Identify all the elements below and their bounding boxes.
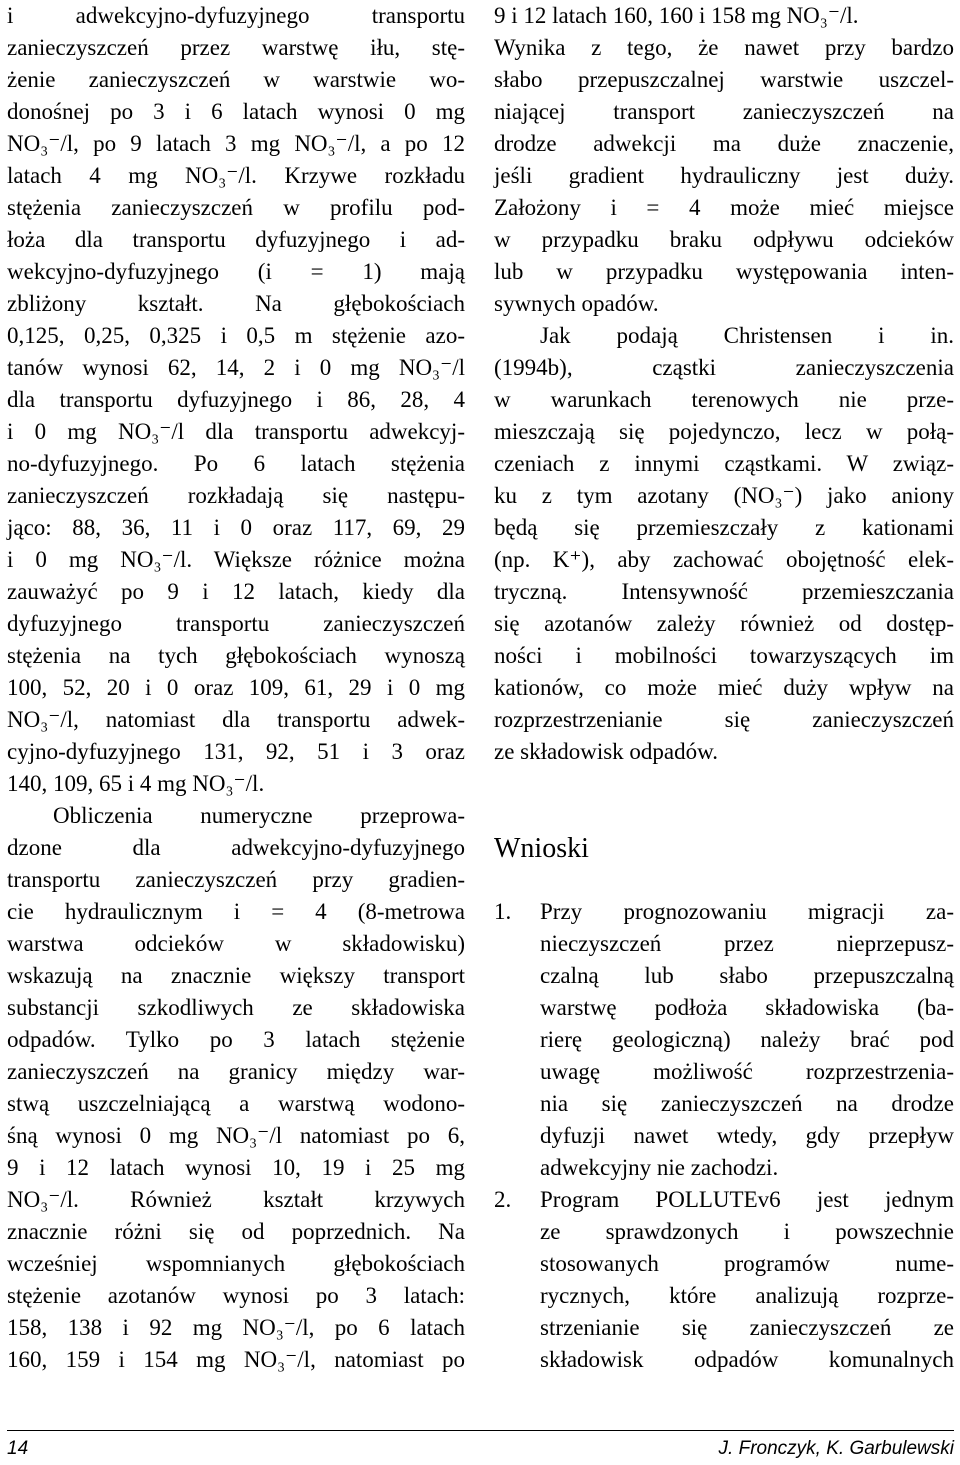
line-text: 9 i 12 latach wynosi 10, 19 i 25 mg [7, 1155, 465, 1180]
text-line [7, 256, 465, 288]
text-line [7, 1216, 465, 1248]
text-line [7, 288, 465, 320]
line-text: 100, 52, 20 i 0 oraz 109, 61, 29 i 0 mg [7, 675, 465, 700]
line-text: NO₃⁻/l, natomiast dla transportu adwek- [7, 707, 465, 732]
line-text: zanieczyszczeń na granicy między war- [7, 1059, 465, 1084]
text-line [494, 224, 954, 256]
text-line [494, 992, 954, 1024]
text-line [7, 608, 465, 640]
line-text: niającej transport zanieczyszczeń na [494, 99, 954, 124]
text-line [7, 1024, 465, 1056]
text-line [7, 640, 465, 672]
text-line [7, 928, 465, 960]
line-text: dzone dla adwekcyjno-dyfuzyjnego [7, 835, 465, 860]
text-line [7, 192, 465, 224]
text-line [494, 1280, 954, 1312]
line-text: czalną lub słabo przepuszczalną [540, 963, 954, 988]
line-text: zanieczyszczeń rozkładają się następu- [7, 483, 465, 508]
line-text: lub w przypadku występowania inten- [494, 259, 954, 284]
text-line [494, 384, 954, 416]
text-line [494, 1216, 954, 1248]
line-text: Jak podają Christensen i in. [540, 323, 954, 348]
line-text: tryczną. Intensywność przemieszczania [494, 579, 954, 604]
text-line [7, 320, 465, 352]
line-text: warstwa odcieków w składowisku) [7, 931, 465, 956]
line-text: uwagę możliwość rozprzestrzenia- [540, 1059, 954, 1084]
text-line [7, 160, 465, 192]
text-line [494, 1120, 954, 1152]
text-line [7, 352, 465, 384]
line-text: warstwę podłoża składowiska (ba- [540, 995, 954, 1020]
text-line [494, 160, 954, 192]
line-text: łoża dla transportu dyfuzyjnego i ad- [7, 227, 465, 252]
line-text: wskazują na znacznie większy transport [7, 963, 465, 988]
text-line [7, 96, 465, 128]
line-text: znacznie różni się od poprzednich. Na [7, 1219, 465, 1244]
page-number: 14 [7, 1438, 29, 1459]
text-line [7, 800, 465, 832]
line-text: czeniach z innymi cząstkami. W związ- [494, 451, 954, 476]
text-line [7, 544, 465, 576]
section-heading: Wnioski [494, 833, 589, 864]
line-text: substancji szkodliwych ze składowiska [7, 995, 465, 1020]
text-line [7, 1056, 465, 1088]
line-text: śną wynosi 0 mg NO₃⁻/l natomiast po 6, [7, 1123, 465, 1148]
line-text: i 0 mg NO₃⁻/l. Większe różnice można [7, 547, 465, 572]
line-text: cie hydraulicznym i = 4 (8-metrowa [7, 899, 465, 924]
line-text: w warunkach terenowych nie prze- [494, 387, 954, 412]
line-text: jąco: 88, 36, 11 i 0 oraz 117, 69, 29 [7, 515, 465, 540]
text-line [494, 1088, 954, 1120]
line-text: sywnych opadów. [494, 291, 659, 316]
text-line [494, 416, 954, 448]
text-line [7, 224, 465, 256]
text-line [7, 896, 465, 928]
text-line [7, 64, 465, 96]
line-text: 9 i 12 latach 160, 160 i 158 mg NO₃⁻/l. [494, 3, 859, 28]
text-line [494, 480, 954, 512]
text-line [7, 864, 465, 896]
line-text: ku z tym azotany (NO₃⁻) jako aniony [494, 483, 954, 508]
text-line [7, 1120, 465, 1152]
text-line [494, 1248, 954, 1280]
conclusions-list [494, 896, 954, 1376]
line-text: zanieczyszczeń przez warstwę iłu, stę- [7, 35, 465, 60]
line-text: dla transportu dyfuzyjnego i 86, 28, 4 [7, 387, 465, 412]
line-text: ze składowisk odpadów. [494, 739, 718, 764]
line-text: Obliczenia numeryczne przeprowa- [53, 803, 465, 828]
line-text: dyfuzji nawet wtedy, gdy przepływ [540, 1123, 954, 1148]
footer-rule [7, 1430, 954, 1431]
text-line [7, 448, 465, 480]
line-text: no-dyfuzyjnego. Po 6 latach stężenia [7, 451, 465, 476]
line-text: tanów wynosi 62, 14, 2 i 0 mg NO₃⁻/l [7, 355, 465, 380]
text-line [7, 1184, 465, 1216]
line-text: latach 4 mg NO₃⁻/l. Krzywe rozkładu [7, 163, 465, 188]
text-line [494, 1056, 954, 1088]
line-text: wcześniej wspomnianych głębokościach [7, 1251, 465, 1276]
text-line [7, 576, 465, 608]
text-line [7, 1280, 465, 1312]
line-text: Wynika z tego, że nawet przy bardzo [494, 35, 954, 60]
line-text: 0,125, 0,25, 0,325 i 0,5 m stężenie azo- [7, 323, 465, 348]
text-line [7, 512, 465, 544]
line-text: jeśli gradient hydrauliczny jest duży. [494, 163, 954, 188]
text-line [494, 512, 954, 544]
text-line [494, 1312, 954, 1344]
line-text: stosowanych programów nume- [540, 1251, 954, 1276]
text-line [494, 1024, 954, 1056]
line-text: się azotanów zależy również od dostęp- [494, 611, 954, 636]
line-text: 160, 159 i 154 mg NO₃⁻/l, natomiast po [7, 1347, 465, 1372]
text-line [494, 736, 954, 768]
line-text: rierę geologiczną) należy brać pod [540, 1027, 954, 1052]
right-column [494, 0, 954, 768]
line-text: stężenie azotanów wynosi po 3 latach: [7, 1283, 465, 1308]
line-text: będą się przemieszczały z kationami [494, 515, 954, 540]
line-text: żenie zanieczyszczeń w warstwie wo- [7, 67, 465, 92]
text-line [494, 448, 954, 480]
text-line [494, 352, 954, 384]
line-text: ze sprawdzonych i powszechnie [540, 1219, 954, 1244]
text-line [494, 608, 954, 640]
text-line [7, 672, 465, 704]
line-text: zauważyć po 9 i 12 latach, kiedy dla [7, 579, 465, 604]
text-line [7, 992, 465, 1024]
line-text: dyfuzyjnego transportu zanieczyszczeń [7, 611, 465, 636]
text-line [7, 1088, 465, 1120]
line-text: drodze adwekcji ma duże znaczenie, [494, 131, 954, 156]
text-line [7, 1152, 465, 1184]
line-text: wekcyjno-dyfuzyjnego (i = 1) mają [7, 259, 465, 284]
line-text: cyjno-dyfuzyjnego 131, 92, 51 i 3 oraz [7, 739, 465, 764]
text-line [494, 128, 954, 160]
text-line [7, 960, 465, 992]
text-line [494, 96, 954, 128]
footer-authors: J. Fronczyk, K. Garbulewski [718, 1438, 954, 1459]
text-line [7, 0, 465, 32]
text-line [494, 960, 954, 992]
line-text: ności i mobilności towarzyszących im [494, 643, 954, 668]
text-line [494, 704, 954, 736]
line-text: donośnej po 3 i 6 latach wynosi 0 mg [7, 99, 465, 124]
line-text: nieczyszczeń przez nieprzepusz- [540, 931, 954, 956]
text-line [7, 1312, 465, 1344]
text-line [494, 288, 954, 320]
text-line [7, 1248, 465, 1280]
line-text: zbliżony kształt. Na głębokościach [7, 291, 465, 316]
line-text: rycznych, które analizują rozprze- [540, 1283, 954, 1308]
text-line [494, 1184, 954, 1216]
text-line [7, 32, 465, 64]
list-number: 2. [494, 1187, 512, 1212]
text-line [494, 544, 954, 576]
text-line [7, 1344, 465, 1376]
text-line [494, 576, 954, 608]
line-text: mieszczają się pojedynczo, lecz w połą- [494, 419, 954, 444]
text-line [494, 0, 954, 32]
line-text: i adwekcyjno-dyfuzyjnego transportu [7, 3, 465, 28]
line-text: Założony i = 4 może mieć miejsce [494, 195, 954, 220]
left-column [7, 0, 465, 1376]
text-line [7, 832, 465, 864]
line-text: rozprzestrzenianie się zanieczyszczeń [494, 707, 954, 732]
line-text: odpadów. Tylko po 3 latach stężenie [7, 1027, 465, 1052]
line-text: kationów, co może mieć duży wpływ na [494, 675, 954, 700]
line-text: stężenia na tych głębokościach wynoszą [7, 643, 465, 668]
line-text: Przy prognozowaniu migracji za- [540, 899, 954, 924]
line-text: adwekcyjny nie zachodzi. [540, 1155, 779, 1180]
list-number: 1. [494, 899, 512, 924]
text-line [494, 64, 954, 96]
text-line [494, 928, 954, 960]
line-text: NO₃⁻/l, po 9 latach 3 mg NO₃⁻/l, a po 12 [7, 131, 465, 156]
text-line [494, 32, 954, 64]
line-text: transportu zanieczyszczeń przy gradien- [7, 867, 465, 892]
line-text: 158, 138 i 92 mg NO₃⁻/l, po 6 latach [7, 1315, 465, 1340]
text-line [494, 896, 954, 928]
line-text: stwą uszczelniającą a warstwą wodono- [7, 1091, 465, 1116]
line-text: i 0 mg NO₃⁻/l dla transportu adwekcyj- [7, 419, 465, 444]
text-line [7, 736, 465, 768]
text-line [7, 384, 465, 416]
text-line [494, 256, 954, 288]
line-text: w przypadku braku odpływu odcieków [494, 227, 954, 252]
line-text: słabo przepuszczalnej warstwie uszczel- [494, 67, 954, 92]
line-text: 140, 109, 65 i 4 mg NO₃⁻/l. [7, 771, 265, 796]
text-line [494, 320, 954, 352]
text-line [494, 640, 954, 672]
text-line [7, 416, 465, 448]
line-text: strzenianie się zanieczyszczeń ze [540, 1315, 954, 1340]
line-text: NO₃⁻/l. Również kształt krzywych [7, 1187, 465, 1212]
text-line [494, 1344, 954, 1376]
line-text: (1994b), cząstki zanieczyszczenia [494, 355, 954, 380]
text-line [494, 192, 954, 224]
text-line [7, 128, 465, 160]
text-line [7, 480, 465, 512]
line-text: (np. K⁺), aby zachować obojętność elek- [494, 547, 954, 572]
text-line [7, 768, 465, 800]
line-text: składowisk odpadów komunalnych [540, 1347, 954, 1372]
line-text: stężenia zanieczyszczeń w profilu pod- [7, 195, 465, 220]
text-line [7, 704, 465, 736]
line-text: Program POLLUTEv6 jest jednym [540, 1187, 954, 1212]
text-line [494, 672, 954, 704]
text-line [494, 1152, 954, 1184]
line-text: nia się zanieczyszczeń na drodze [540, 1091, 954, 1116]
